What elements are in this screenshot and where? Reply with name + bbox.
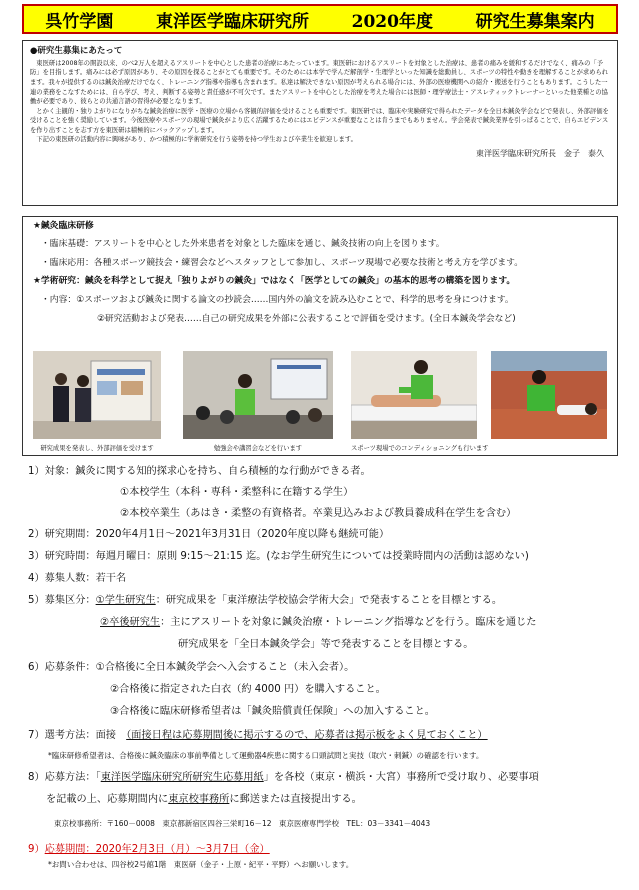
page-title: 研究生募集案内 <box>475 11 595 32</box>
contact-note: *お問い合わせは、四谷校2号館1階 東医研（金子・上原・紀平・平野）へお願いします。 <box>48 860 354 869</box>
item-8-cont: を記載の上、応募期間内に東京校事務所に郵送または直接提出する。 <box>46 794 362 805</box>
intro-heading: ●研究生募集にあたって <box>30 46 123 56</box>
item-7-note: *臨床研修希望者は、合格後に鍼灸臨床の事前準備として運動器4疾患に関する口頭試問と実技（取穴・刺鍼）の確認を行います。 <box>48 751 484 760</box>
office-address: 東京校事務所：〒160－0008 東京都新宿区四谷三栄町16－12 東京医療専門学校 TEL：03－3341－4043 <box>54 819 431 828</box>
year: 2020年度 <box>351 11 433 32</box>
item-4: 4）募集人数：若干名 <box>28 573 127 584</box>
photo-presentation <box>33 351 161 452</box>
item-2: 2）研究期間：2020年4月1日～2021年3月31日（2020年度以降も継続可能） <box>28 529 390 540</box>
photo-field-conditioning <box>491 351 607 439</box>
research-heading: ★学術研究：鍼灸を科学として捉え「独りよがりの鍼灸」ではなく「医学としての鍼灸」の基本的思考の構築を図ります。 <box>33 276 516 287</box>
intro-paragraph-2: とかく主観的・独りよがりになりがちな鍼灸治療に医学・医療の立場から客観的評価を受けることも重要です。東医研では、臨床や実験研究で得られたデータを全日本鍼灸学会などで発表し、外部評価を受けることを強く奨励しています。今後医療やスポーツの現場で鍼灸がより広く活躍するためにはエビデンスが重要なことは肯うまでもありません。学会発表で鍼灸業界を引っぱることで、自らエビデンスを作り出すことを志す方を東医研は積極的にバックアップします。 <box>30 107 609 134</box>
item-7: 7）選考方法：面接 （面接日程は応募期間後に掲示するので、応募者は掲示板をよく見ておくこと） <box>28 730 488 741</box>
photo-seminar <box>183 351 333 452</box>
training-heading: ★鍼灸臨床研修 <box>33 221 94 231</box>
training-box <box>22 216 618 456</box>
item-6: 6）応募条件：①合格後に全日本鍼灸学会へ入会すること（未入会者）。 <box>28 662 355 673</box>
institute-name: 東洋医学臨床研究所 <box>155 11 309 32</box>
item-1-sub-1: ①本校学生（本科・専科・柔整科に在籍する学生） <box>120 487 354 498</box>
item-6-sub-2: ②合格後に指定された白衣（約 4000 円）を購入すること。 <box>110 684 386 695</box>
item-5-sub-cont: 研究成果を「全日本鍼灸学会」等で発表することを目標とする。 <box>178 639 474 650</box>
research-content-2: ②研究活動および発表……自己の研究成果を外部に公表することで評価を受けます。(全日本鍼灸学会など) <box>97 313 516 324</box>
photo-strip <box>33 351 607 451</box>
photo-caption-1: 研究成果を発表し、外部評価を受けます <box>40 444 154 452</box>
training-basic: ・臨床基礎：アスリートを中心とした外来患者を対象とした臨床を通じ、鍼灸技術の向上を図ります。 <box>41 238 445 249</box>
item-6-sub-3: ③合格後に臨床研修希望者は「鍼灸賠償責任保険」への加入すること。 <box>110 706 435 717</box>
item-3: 3）研究時間：毎週月曜日：原則 9:15～21:15 迄。(なお学生研究生については授業時間内の活動は認めない) <box>28 551 529 562</box>
item-9-deadline: 9）応募期間：2020年2月3日（月）～3月7日（金） <box>28 844 270 855</box>
item-8: 8）応募方法：「東洋医学臨床研究所研究生応募用紙」を各校（東京・横浜・大宮）事務所で受け取り、必要事項 <box>28 772 539 783</box>
research-content-1: ・内容：①スポーツおよび鍼灸に関する論文の抄読会……国内外の論文を読み込むことで、科学的思考を身につけます。 <box>41 295 514 306</box>
title-banner <box>22 4 618 34</box>
intro-box <box>22 40 618 206</box>
item-1-sub-2: ②本校卒業生（あはき・柔整の有資格者。卒業見込みおよび教員養成科在学生を含む） <box>120 508 517 519</box>
org-name: 呉竹学園 <box>45 11 114 32</box>
intro-paragraph-1: 東医研は2008年の開設以来、のべ2万人を超えるアスリートを中心とした患者の治療にあたっています。東医研におけるアスリートを対象とした治療は、患者の痛みを緩和するだけでなく、痛みの「予防」を目指します。痛みには必ず原因があり、その原因を探ることがとても重要です。そのためには本学で学んだ解剖学・生理学といった知識を総動員し、スポーツの特性や動きを理解することが求められます。我々が提供するのは鍼灸治療だけでなく、トレーニング指導や指導も含まれます。私達は解決できない原因が考えられる場合には、外部の医療機関への紹介・搬送を行うこともあります。こうした一連の業務をこなすためには、自ら学び、考え、判断する姿勢と責任感が不可欠です。またアスリートを中心とした治療を考えた場合には医師・理学療法士・アスレティックトレーナーといった他業種との協働が必要であり、彼らとの共通言語の習得が必要となります。 <box>30 59 609 106</box>
photo-caption-3: スポーツ現場でのコンディショニングも行います <box>351 444 489 452</box>
training-applied: ・臨床応用：各種スポーツ競技会・練習会などへスタッフとして参加し、スポーツ現場で必要な技術と考え方を学びます。 <box>41 257 524 268</box>
intro-paragraph-3: 下記の東医研の活動内容に興味があり、かつ積極的に学術研究を行う姿勢を持つ学生および卒業生を歓迎します。 <box>36 136 357 144</box>
item-1: 1）対象：鍼灸に関する知的探求心を持ち、自ら積極的な行動ができる者。 <box>28 466 371 477</box>
item-5: 5）募集区分：①学生研究生：研究成果を「東洋療法学校協会学術大会」で発表することを目標とする。 <box>28 595 503 606</box>
photo-caption-2: 勉強会や講習会などを行います <box>213 444 303 452</box>
photo-treatment <box>351 351 489 452</box>
director-signature: 東洋医学臨床研究所長 金子 泰久 <box>476 148 604 158</box>
item-5-sub: ②卒後研究生：主にアスリートを対象に鍼灸治療・トレーニング指導などを行う。臨床を通じた <box>100 617 537 628</box>
